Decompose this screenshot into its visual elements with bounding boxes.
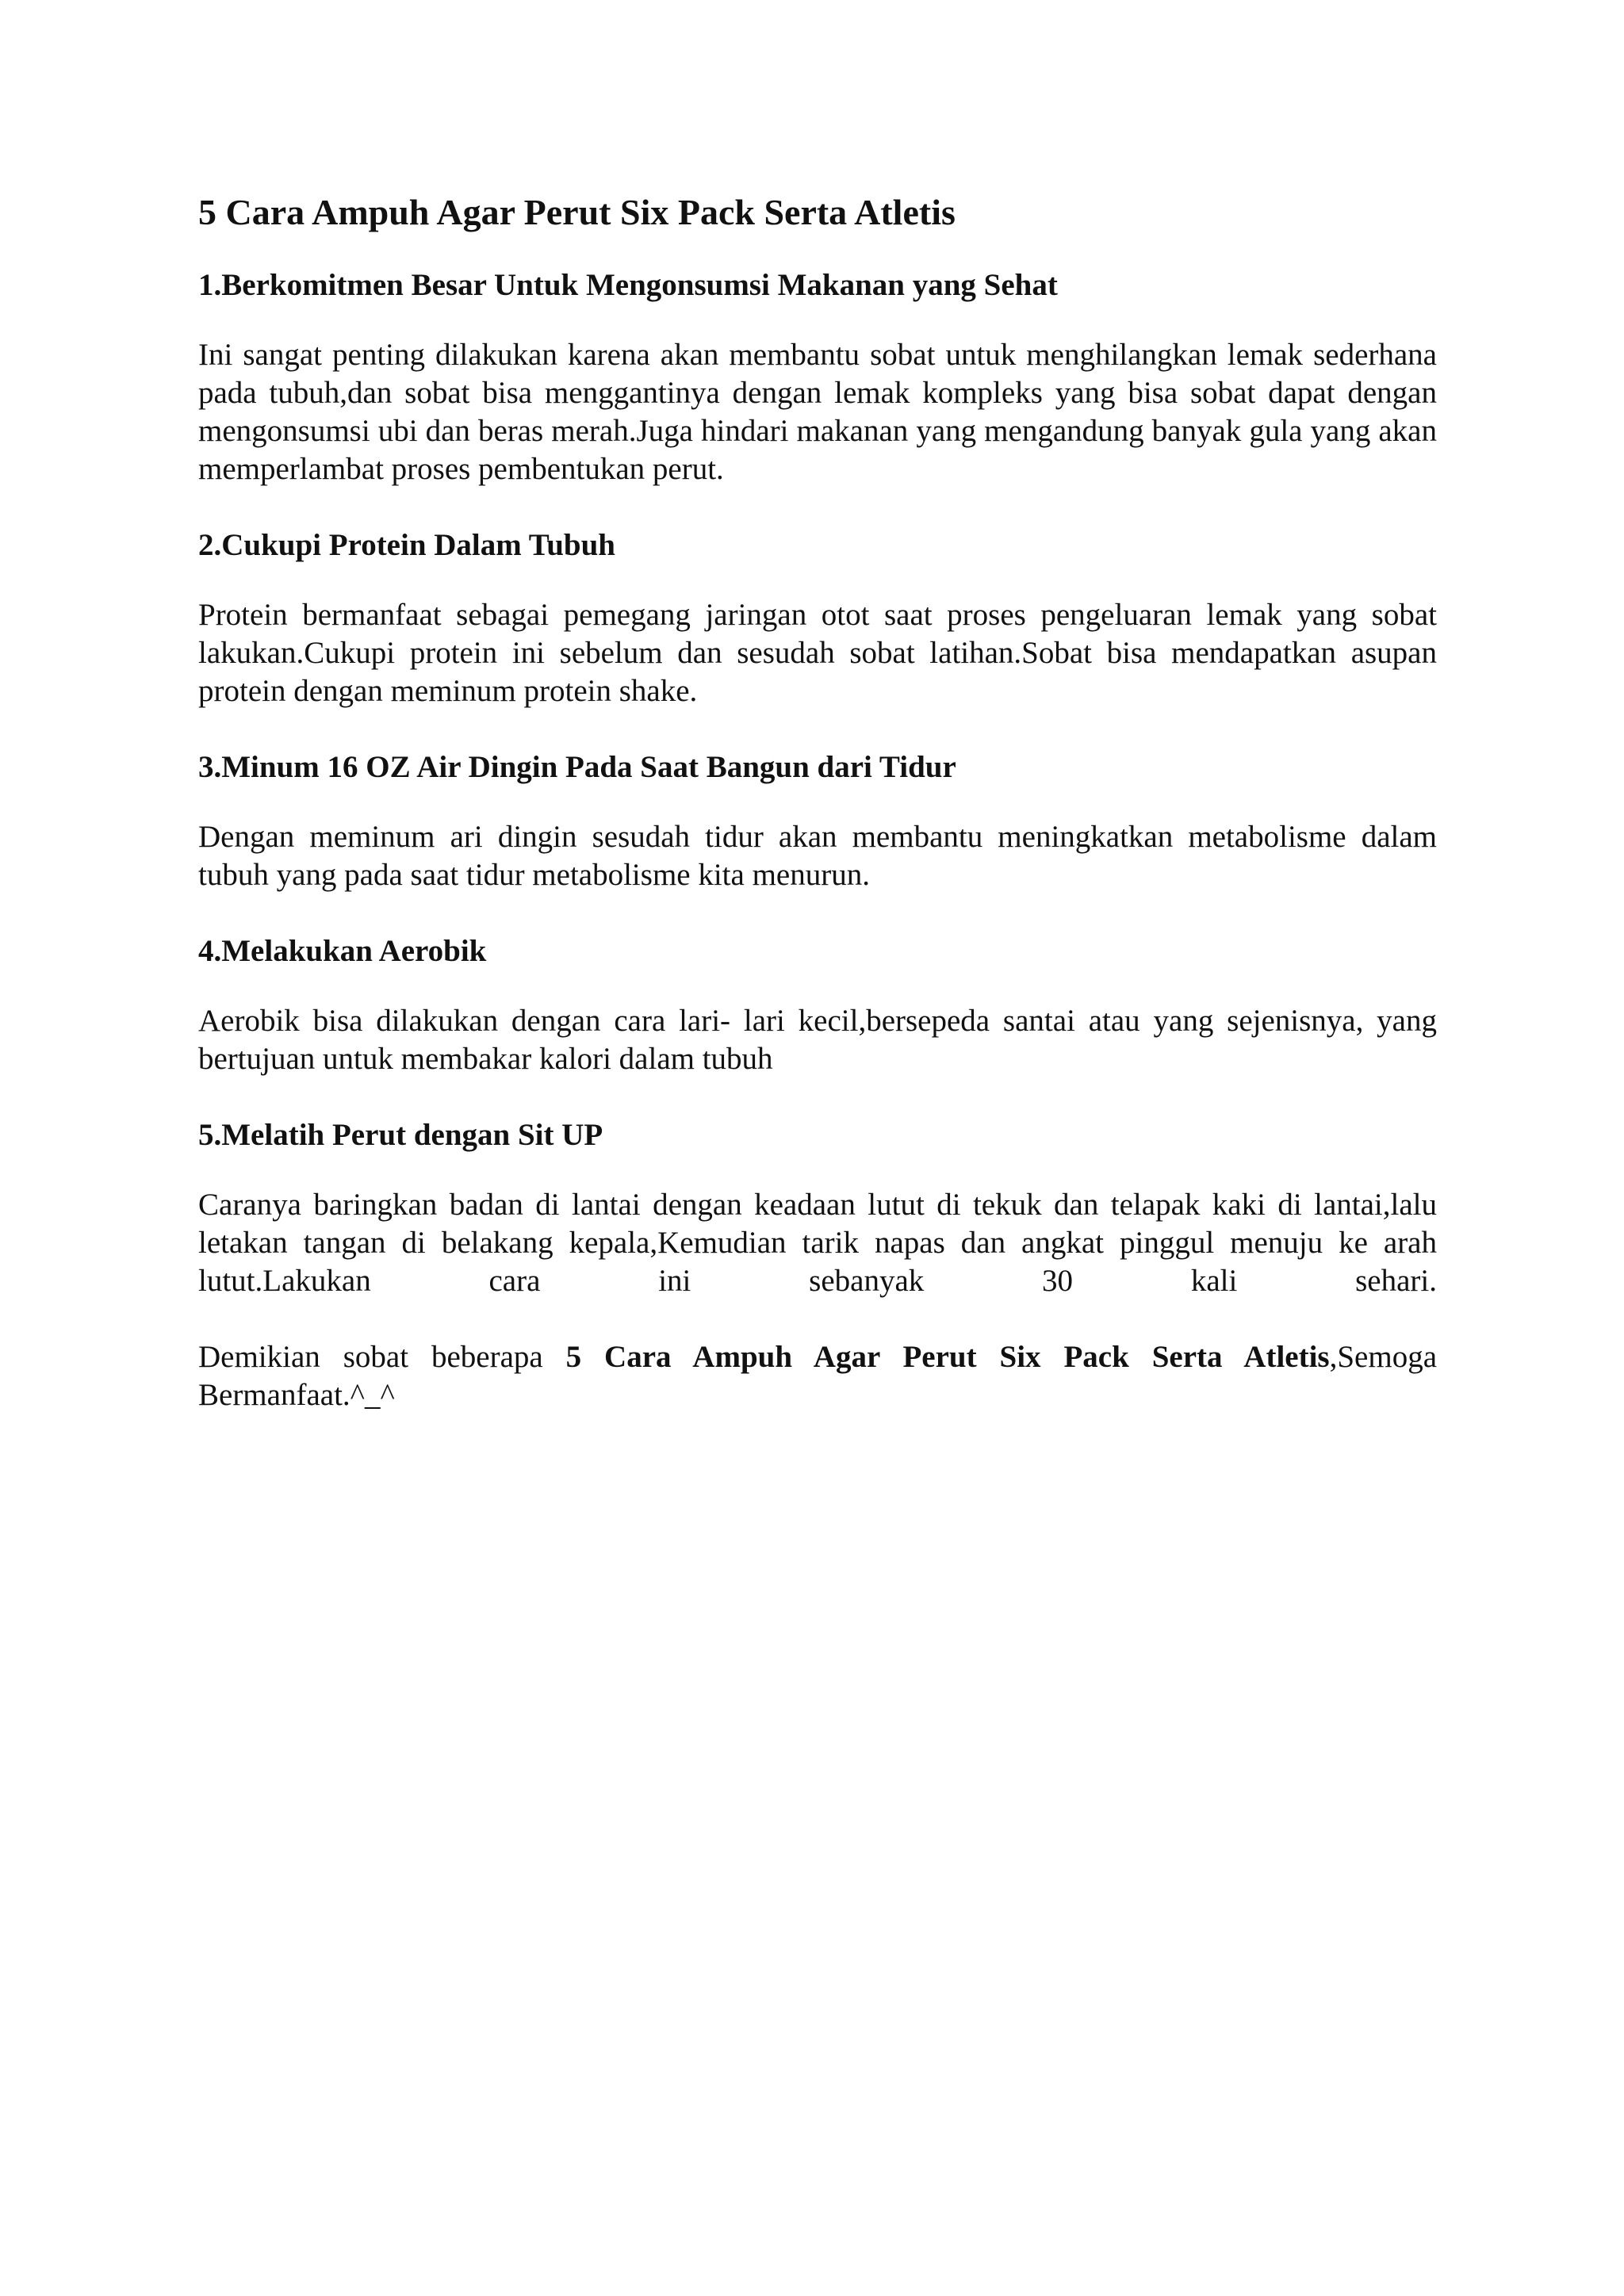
- section-heading-4: 4.Melakukan Aerobik: [198, 934, 487, 968]
- section-heading-5: 5.Melatih Perut dengan Sit UP: [198, 1118, 603, 1152]
- document-title: 5 Cara Ampuh Agar Perut Six Pack Serta Atletis: [198, 192, 956, 232]
- section-body-4: Aerobik bisa dilakukan dengan cara lari- lari kecil,bersepeda santai atau yang sejenisnya, yang bertujuan untuk membakar kalori dalam tubuh: [198, 1004, 1437, 1076]
- closing-suffix: ,Semoga Bermanfaat.^_^: [198, 1340, 1438, 1412]
- section-body-3: Dengan meminum ari dingin sesudah tidur akan membantu meningkatkan metabolisme dalam tubuh yang pada saat tidur metabolisme kita menurun.: [198, 820, 1437, 892]
- section-body-1: Ini sangat penting dilakukan karena akan membantu sobat untuk menghilangkan lemak sederhana pada tubuh,dan sobat bisa menggantinya dengan lemak kompleks yang bisa sobat dapat dengan mengonsumsi ubi dan beras merah.Juga hindari makanan yang mengandung banyak gula yang akan memperlambat proses pembentukan perut.: [198, 338, 1437, 486]
- closing-prefix: Demikian sobat beberapa: [198, 1340, 566, 1374]
- section-heading-3: 3.Minum 16 OZ Air Dingin Pada Saat Bangun dari Tidur: [198, 750, 956, 784]
- document-content: [198, 190, 1437, 1414]
- closing-bold-title: 5 Cara Ampuh Agar Perut Six Pack Serta Atletis: [565, 1340, 1330, 1374]
- section-body-2: Protein bermanfaat sebagai pemegang jaringan otot saat proses pengeluaran lemak yang sobat lakukan.Cukupi protein ini sebelum dan sesudah sobat latihan.Sobat bisa mendapatkan asupan protein dengan meminum protein shake.: [198, 598, 1437, 708]
- section-heading-2: 2.Cukupi Protein Dalam Tubuh: [198, 528, 615, 562]
- section-heading-1: 1.Berkomitmen Besar Untuk Mengonsumsi Makanan yang Sehat: [198, 268, 1058, 302]
- section-body-5: Caranya baringkan badan di lantai dengan keadaan lutut di tekuk dan telapak kaki di lantai,lalu letakan tangan di belakang kepala,Kemudian tarik napas dan angkat pinggul menuju ke arah lutut.Lakukan cara ini sebanyak 30 kali sehari.: [198, 1188, 1437, 1298]
- closing-paragraph: [198, 1338, 1437, 1414]
